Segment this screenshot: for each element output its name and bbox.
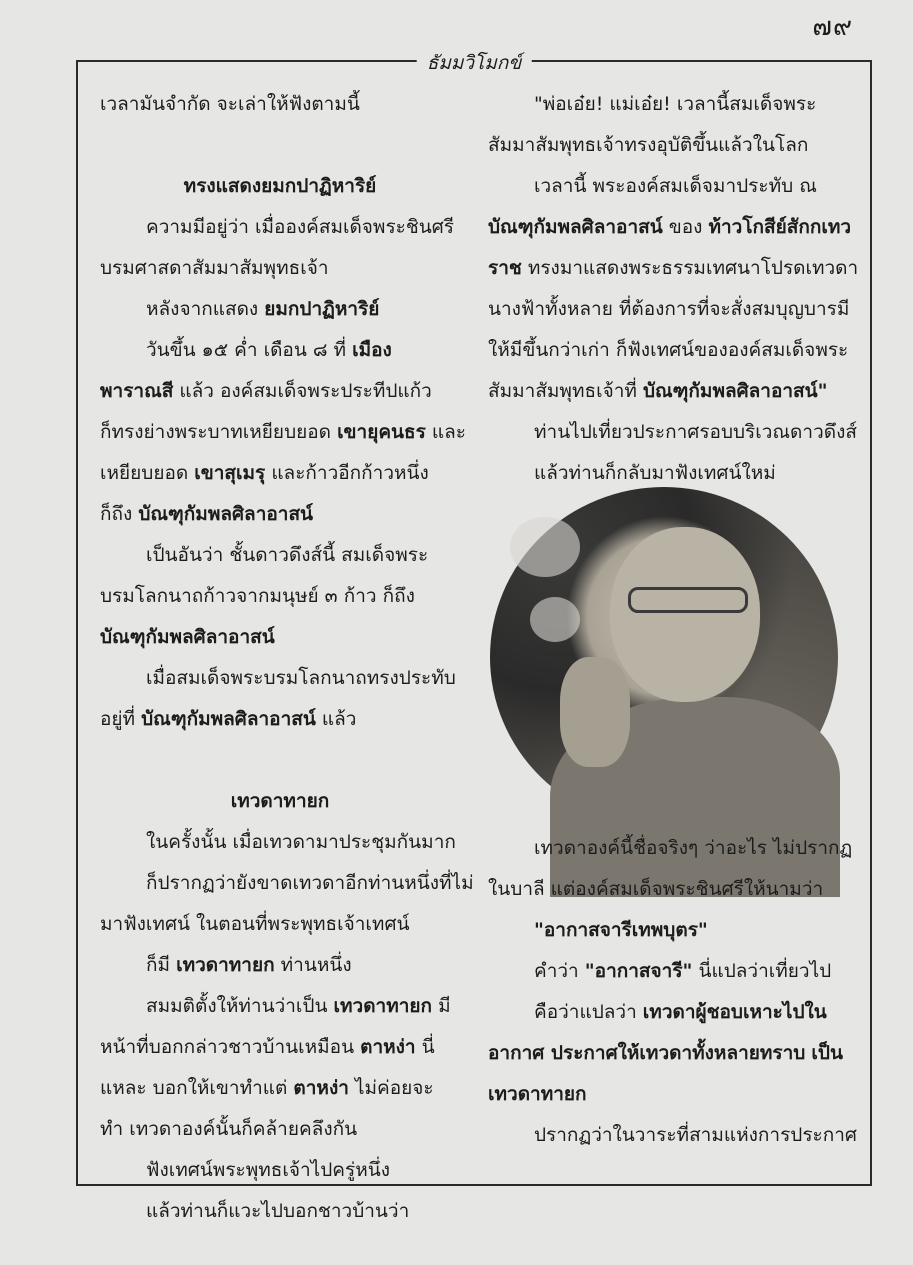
text-span: และก้าวอีกก้าวหนึ่ง	[271, 462, 429, 484]
text-span: แล้ว องค์สมเด็จพระประทีปแก้ว	[179, 380, 432, 402]
paragraph-line	[488, 248, 863, 289]
left-column	[100, 84, 474, 1232]
blank-line	[100, 740, 460, 781]
flower-decoration	[510, 517, 580, 577]
paragraph-line: "พ่อเอ๋ย! แม่เอ๋ย! เวลานี้สมเด็จพระ	[534, 93, 817, 115]
paragraph-line: บรมศาสดาสัมมาสัมพุทธเจ้า	[100, 257, 329, 279]
text-span: ของ	[668, 216, 703, 238]
paragraph-line	[100, 699, 460, 740]
paragraph-line	[100, 617, 460, 658]
paragraph-line	[100, 412, 467, 453]
bold-term: บัณฑุกัมพลศิลาอาสน์	[488, 216, 663, 238]
monk-portrait-photo	[490, 487, 838, 827]
bold-term: บัณฑุกัมพลศิลาอาสน์"	[642, 380, 828, 402]
paragraph-line: ฟังเทศน์พระพุทธเจ้าไปครู่หนึ่ง	[146, 1159, 390, 1181]
paragraph-line	[488, 1074, 863, 1115]
text-span: ก็มี	[146, 954, 171, 976]
text-span: แล้ว	[321, 708, 357, 730]
text-span: ก็ถึง	[100, 503, 133, 525]
paragraph-line	[100, 371, 460, 412]
paragraph-line: มาฟังเทศน์ ในตอนที่พระพุทธเจ้าเทศน์	[100, 913, 410, 935]
paragraph-line: เวลามันจำกัด จะเล่าให้ฟังตามนี้	[100, 93, 360, 115]
text-span: และ	[431, 421, 467, 443]
paragraph-line: ทำ เทวดาองค์นั้นก็คล้ายคลึงกัน	[100, 1118, 358, 1140]
paragraph-line: เทวดาองค์นี้ชื่อจริงๆ ว่าอะไร ไม่ปรากฏ	[534, 837, 853, 859]
text-span: แหละ บอกให้เขาทำแต่	[100, 1077, 288, 1099]
paragraph-line: ปรากฏว่าในวาระที่สามแห่งการประกาศ	[534, 1124, 857, 1146]
text-span: ทรงมาแสดงพระธรรมเทศนาโปรดเทวดา	[527, 257, 859, 279]
paragraph-line: ในบาลี แต่องค์สมเด็จพระชินศรีให้นามว่า	[488, 878, 824, 900]
paragraph-line: ในครั้งนั้น เมื่อเทวดามาประชุมกันมาก	[146, 831, 456, 853]
flower-decoration	[530, 597, 580, 642]
bold-term: ยมกปาฏิหาริย์	[264, 298, 380, 320]
paragraph-line	[100, 453, 460, 494]
page-number: ๗๙	[812, 12, 853, 42]
bold-term: "อากาสจารีเทพบุตร"	[534, 919, 708, 941]
right-column-bottom	[488, 828, 863, 1156]
text-span: คำว่า	[534, 960, 579, 982]
glasses-shape	[628, 587, 748, 613]
blank-line	[100, 125, 460, 166]
bold-term: พาราณสี	[100, 380, 174, 402]
section-heading: ทรงแสดงยมกปาฏิหาริย์	[183, 175, 377, 197]
bold-term: ตาหง่า	[360, 1036, 416, 1058]
text-span: ท่านหนึ่ง	[280, 954, 352, 976]
paragraph-line: เมื่อสมเด็จพระบรมโลกนาถทรงประทับ	[146, 667, 456, 689]
paragraph-line: บรมโลกนาถก้าวจากมนุษย์ ๓ ก้าว ก็ถึง	[100, 585, 415, 607]
bold-term: เทวดาทายก	[176, 954, 275, 976]
text-span: หลังจากแสดง	[146, 298, 259, 320]
bold-term: บัณฑุกัมพลศิลาอาสน์	[100, 626, 275, 648]
bold-term: เป็น	[811, 1042, 843, 1064]
bold-term: อากาศ ประกาศให้เทวดาทั้งหลายทราบ	[488, 1042, 806, 1064]
running-header: ธัมมวิโมกข์	[417, 48, 532, 78]
text-span: นี่แปลว่าเที่ยวไป	[698, 960, 832, 982]
paragraph-line	[100, 986, 460, 1027]
text-span: คือว่าแปลว่า	[534, 1001, 637, 1023]
text-span: สัมมาสัมพุทธเจ้าที่	[488, 380, 637, 402]
paragraph-line: ท่านไปเที่ยวประกาศรอบบริเวณดาวดึงส์	[534, 421, 857, 443]
text-span: เหยียบยอด	[100, 462, 189, 484]
bold-term: บัณฑุกัมพลศิลาอาสน์	[138, 503, 314, 525]
text-span: ไม่ค่อยจะ	[354, 1077, 434, 1099]
bold-term: บัณฑุกัมพลศิลาอาสน์	[141, 708, 316, 730]
bold-term: เทวดาผู้ชอบเหาะไปใน	[642, 1001, 827, 1023]
bold-term: ท้าวโกสีย์สักกเทว	[708, 216, 852, 238]
paragraph-line: เวลานี้ พระองค์สมเด็จมาประทับ ณ	[534, 175, 817, 197]
paragraph-line: แล้วท่านก็แวะไปบอกชาวบ้านว่า	[146, 1200, 410, 1222]
text-span: นี่	[421, 1036, 435, 1058]
right-column-top	[488, 84, 863, 494]
bold-term: เทวดาทายก	[488, 1083, 587, 1105]
bold-term: ราช	[488, 257, 522, 279]
bold-term: เมือง	[352, 339, 392, 361]
head-shape	[610, 527, 760, 702]
paragraph-line	[488, 910, 863, 951]
paragraph-line	[100, 330, 460, 371]
paragraph-line: ก็ปรากฏว่ายังขาดเทวดาอีกท่านหนึ่งที่ไม่	[146, 872, 474, 894]
paragraph-line	[100, 1068, 460, 1109]
paragraph-line	[488, 1033, 863, 1074]
text-span: สมมติตั้งให้ท่านว่าเป็น	[146, 995, 328, 1017]
text-span: ก็ทรงย่างพระบาทเหยียบยอด	[100, 421, 332, 443]
text-span: วันขึ้น ๑๕ ค่ำ เดือน ๘ ที่	[146, 339, 347, 361]
bold-term: เขายุคนธร	[337, 421, 426, 443]
paragraph-line: ให้มีขึ้นกว่าเก่า ก็ฟังเทศน์ขององค์สมเด็จพระ	[488, 339, 849, 361]
bold-term: เขาสุเมรุ	[194, 462, 266, 484]
paragraph-line: นางฟ้าทั้งหลาย ที่ต้องการที่จะสั่งสมบุญบารมี	[488, 298, 850, 320]
paragraph-line	[100, 1027, 460, 1068]
hand-shape	[560, 657, 630, 767]
text-span: หน้าที่บอกกล่าวชาวบ้านเหมือน	[100, 1036, 355, 1058]
bold-term: ตาหง่า	[293, 1077, 349, 1099]
paragraph-line: สัมมาสัมพุทธเจ้าทรงอุบัติขึ้นแล้วในโลก	[488, 134, 809, 156]
section-heading: เทวดาทายก	[230, 790, 330, 812]
paragraph-line	[100, 289, 460, 330]
paragraph-line	[488, 992, 863, 1033]
paragraph-line	[488, 207, 863, 248]
bold-term: เทวดาทายก	[333, 995, 433, 1017]
bold-term: "อากาสจารี"	[584, 960, 693, 982]
text-span: มี	[438, 995, 451, 1017]
paragraph-line	[488, 371, 863, 412]
paragraph-line	[488, 951, 863, 992]
paragraph-line	[100, 945, 460, 986]
paragraph-line	[100, 494, 460, 535]
text-frame	[76, 52, 872, 1222]
paragraph-line: ความมีอยู่ว่า เมื่อองค์สมเด็จพระชินศรี	[146, 216, 455, 238]
paragraph-line: เป็นอันว่า ชั้นดาวดึงส์นี้ สมเด็จพระ	[146, 544, 429, 566]
paragraph-line: แล้วท่านก็กลับมาฟังเทศน์ใหม่	[534, 462, 776, 484]
text-span: อยู่ที่	[100, 708, 136, 730]
